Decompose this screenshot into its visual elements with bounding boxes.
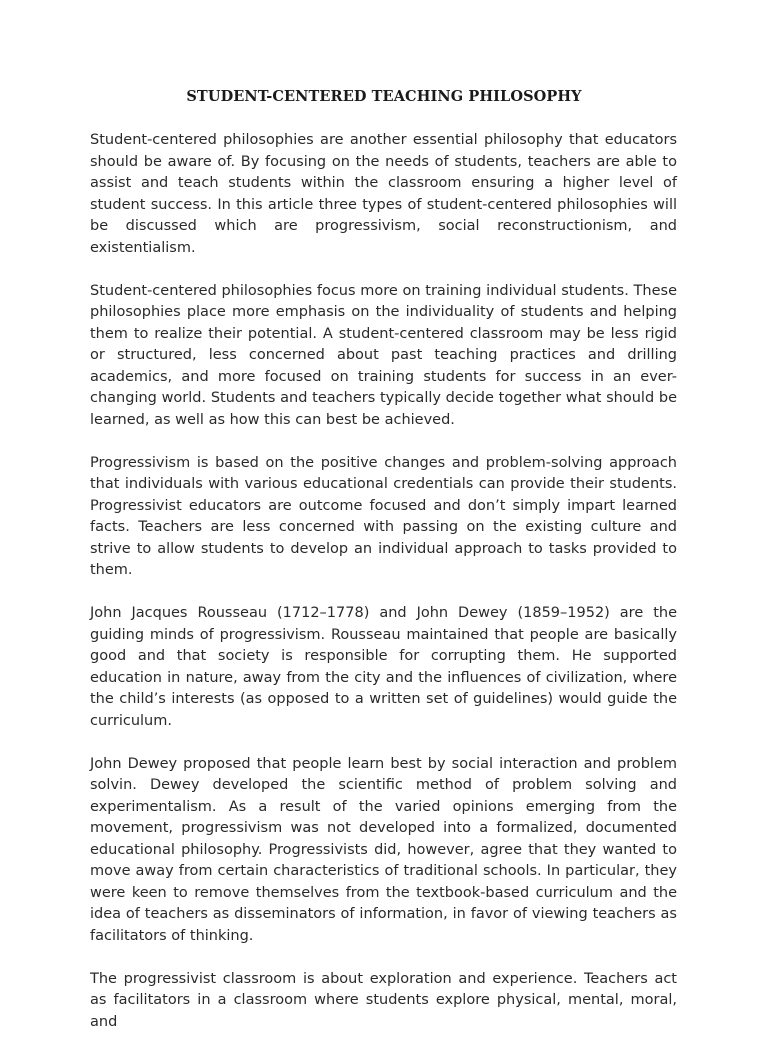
paragraph-5: John Dewey proposed that people learn best by social interaction and problem solvin. Dewey developed the scientific method of problem solving and experimentalism. As a result of the varied opinions emerging from the movement, progressivism was not developed into a formalized, documented educational philosophy. Progressivists did, however, agree that they wanted to move away from certain characteristics of traditional schools. In particular, they were keen to remove themselves from the textbook-based curriculum and the idea of teachers as disseminators of information, in favor of viewing teachers as facilitators of thinking.	[90, 755, 677, 944]
paragraph-3: Progressivism is based on the positive changes and problem-solving approach that individuals with various educational credentials can provide their students. Progressivist educators are outcome focused and don’t simply impart learned facts. Teachers are less concerned with passing on the existing culture and strive to allow students to develop an individual approach to tasks provided to them.	[90, 454, 677, 578]
document-body	[90, 130, 677, 1055]
paragraph-6: The progressivist classroom is about exploration and experience. Teachers act as facilitators in a classroom where students explore physical, mental, moral, and	[90, 970, 677, 1030]
paragraph-1: Student-centered philosophies are another essential philosophy that educators should be aware of. By focusing on the needs of students, teachers are able to assist and teach students within the classroom ensuring a higher level of student success. In this article three types of student-centered philosophies will be discussed which are progressivism, social reconstructionism, and existentialism.	[90, 132, 677, 256]
document-title: STUDENT-CENTERED TEACHING PHILOSOPHY	[186, 88, 582, 105]
paragraph-2: Student-centered philosophies focus more on training individual students. These philosophies place more emphasis on the individuality of students and helping them to realize their potential. A student-centered classroom may be less rigid or structured, less concerned about past teaching practices and drilling academics, and more focused on training students for success in an ever-changing world. Students and teachers typically decide together what should be learned, as well as how this can best be achieved.	[90, 282, 677, 428]
paragraph-4: John Jacques Rousseau (1712–1778) and John Dewey (1859–1952) are the guiding minds of progressivism. Rousseau maintained that people are basically good and that society is responsible for corrupting them. He supported education in nature, away from the city and the influences of civilization, where the child’s interests (as opposed to a written set of guidelines) would guide the curriculum.	[90, 605, 677, 729]
